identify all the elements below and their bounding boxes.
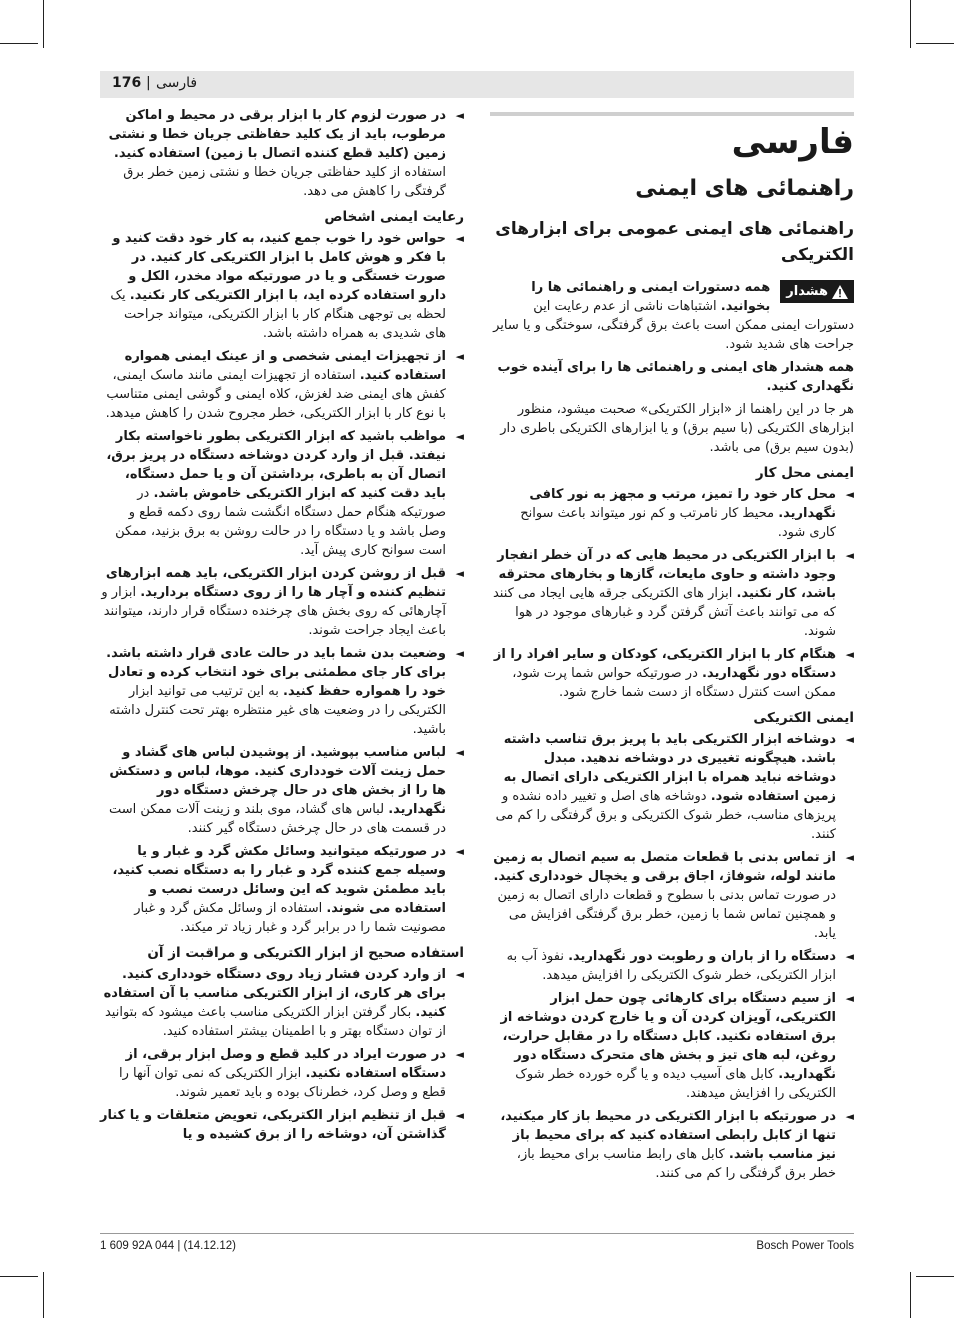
list-item [490, 947, 854, 985]
warning-paragraph [490, 278, 854, 354]
list-item [490, 730, 854, 844]
header-language: فارسی [156, 75, 198, 91]
item-bold: از تماس بدنی با قطعات متصل به سیم اتصال به زمین مانند لوله، شوفاژ، اجاق برقی و یخچال خودداری کنید. [493, 850, 836, 885]
bullet-icon: ◄ [845, 488, 854, 502]
left-column [100, 106, 464, 1148]
page-number: 176 [112, 75, 142, 91]
section-subheading: راهنمائی های ایمنی عمومی برای ابزارهای الکتریکی [495, 219, 854, 265]
bullet-icon: ◄ [455, 968, 464, 981]
item-text: لباس های گشاد، موی بلند و زینت آلات ممکن است در قسمت های در حال چرخش دستگاه گیر کنند. [108, 802, 446, 836]
list-item [490, 848, 854, 943]
item-bold: محل کار خود را تمیز، مرتب و مجهز به نور کافی نگهدارید. [529, 487, 836, 522]
item-text: در صورتیکه هنگام حمل دستگاه انگشت شما روی دکمه قطع و وصل باشد و یا دستگاه را در حالت روشن به برق بزنید، ممکن است سوانح کاری پیش آید. [115, 486, 446, 558]
item-text: یک لحظه بی توجهی هنگام کار با ابزار الکتریکی، میتواند جراحت های شدیدی به همراه داشته باشد. [110, 288, 446, 341]
list-item [100, 743, 464, 838]
item-text: ابزار الکتریکی که نمی توان آنها را قطع و وصل کرد، خطرناک بوده و باید تعمیر شوند. [119, 1066, 446, 1100]
bullet-icon: ◄ [455, 1048, 464, 1061]
footer-doc-id: 1 609 92A 044 | (14.12.12) [100, 1240, 236, 1252]
crop-mark [916, 1276, 954, 1277]
item-bold: دوشاخه ابزار الکتریکی باید با پریز برق تناسب داشته باشد. هیچگونه تغییری در دوشاخه ندهید. مبدل دوشاخه نباید همراه با ابزار الکتریکی دارای اتصال به زمین استفاده شود. [503, 732, 836, 805]
bullet-icon: ◄ [455, 746, 464, 759]
item-bold: در صورت لزوم کار با ابزار برقی در محیط و اماکن مرطوب، باید از یک کلید حفاظتی جریان خطا و نشتی زمین (کلید قطع کننده اتصال با زمین) استفاده کنید. [108, 108, 446, 161]
list-item [100, 965, 464, 1041]
item-bold: قبل از تنظیم ابزار الکتریکی، تعویض متعلقات و یا کنار گذاشتن آن، دوشاخه را از برق کشیده و یا [100, 1108, 446, 1142]
bullet-icon: ◄ [455, 1109, 464, 1122]
definition-paragraph: هر جا در این راهنما از «ابزار الکتریکی» صحبت میشود، منظور ابزارهای الکتریکی (با سیم برق) و یا ابزارهای الکتریکی باطری دار (بدون سیم برق) می باشد. [500, 402, 854, 456]
crop-mark [910, 0, 911, 48]
bullet-icon: ◄ [845, 851, 854, 865]
list-item [100, 106, 464, 201]
bullet-icon: ◄ [455, 109, 464, 122]
warning-triangle-icon [832, 285, 848, 299]
list-item [490, 546, 854, 641]
warning-label: هشدار [786, 284, 828, 300]
item-text: محیط کار نامرتب و کم نور میتواند باعث سوانح کاری شود. [520, 506, 836, 541]
list-item [100, 427, 464, 560]
electrical-safety-title: ایمنی الکتریکی [753, 710, 854, 727]
item-text: ابزار های الکتریکی جرقه هایی ایجاد می کنند که می توانند باعث آتش گرفتن گرد و غبارهای موجود در هوا شوند. [492, 586, 836, 640]
crop-mark [916, 43, 954, 44]
warning-bold: همه دستورات ایمنی و راهنمائی ها را بخوانید. [531, 280, 771, 315]
crop-mark [43, 1272, 44, 1318]
bullet-icon: ◄ [845, 549, 854, 563]
item-bold: در صورتیکه با ابزار الکتریکی در محیط باز کار میکنید، تنها از کابل رابطی استفاده کنید که برای محیط باز نیز مناسب باشد. [500, 1109, 836, 1163]
item-text: دوشاخه های اصل و تغییر داده نشده و پریزهای مناسب، خطر شوک الکتریکی و برق گرفتگی را کم می کنند. [495, 789, 836, 843]
list-item [100, 1045, 464, 1102]
bullet-icon: ◄ [455, 647, 464, 660]
list-item [100, 347, 464, 423]
bullet-icon: ◄ [845, 648, 854, 662]
item-text: کابل های رابط مناسب برای محیط باز، خطر برق گرفتگی را کم می کنند. [516, 1147, 836, 1182]
warning-text: اشتباهات ناشی از عدم رعایت این دستورات ایمنی ممکن است باعث برق گرفتگی، سوختگی و یا سایر جراحت های شدید شود. [493, 299, 854, 353]
item-bold: مواظب باشید که ابزار الکتریکی بطور ناخواسته بکار نیفتد. قبل از وارد کردن دوشاخه دستگاه در پریز برق، اتصال آن به باطری، برداشتن آن و یا حمل دستگاه، باید دقت کنید که ابزار الکتریکی خاموش باشد. [106, 429, 446, 501]
item-text: کابل های آسیب دیده و یا گره خورده خطر شوک الکتریکی را افزایش میدهند. [515, 1067, 836, 1102]
item-bold: در صورت ایراد در کلید قطع و وصل ابزار برقی، از دستگاه استفاده نکنید. [125, 1047, 446, 1081]
bullet-icon: ◄ [845, 992, 854, 1006]
item-bold: دستگاه را از باران و رطوبت دور نگهدارید. [568, 949, 836, 965]
item-text: استفاده از تجهیزات ایمنی مانند ماسک ایمنی، کفش های ایمنی ضد لغزش، کلاه ایمنی و گوشی ایمنی متناسب با نوع کار با ابزار الکتریکی، خطر مجروح شدن را کاهش میدهد. [105, 368, 446, 421]
list-item [490, 645, 854, 702]
item-text: بکار گرفتن ابزار الکتریکی مناسب باعث میشود که بتوانید از توان دستگاه بهتر و با اطمینان بیشتر استفاده کنید. [104, 1005, 446, 1039]
item-text: استفاده از کلید حفاظتی جریان خطا و نشتی زمین خطر برق گرفتگی را کاهش می دهد. [123, 165, 446, 199]
item-bold: لباس مناسب بپوشید. از پوشیدن لباس های گشاد و حمل زینت آلات خودداری کنید. موها، لباس و دستکش ها را از بخش های در حال چرخش دستگاه دور نگهدارید. [109, 745, 446, 817]
item-text: در صورت تماس بدنی با سطوح و قطعات دارای اتصال به زمین و همچنین تماس شما با زمین، خطر برق گرفتگی افزایش می یابد. [497, 888, 836, 942]
page-header [100, 71, 854, 98]
list-item [490, 1107, 854, 1183]
bullet-icon: ◄ [455, 567, 464, 580]
item-bold: حواس خود را خوب جمع کنید، به کار خود دقت کنید و با فکر و هوش کامل با ابزار الکتریکی کار کنید. در صورت خستگی و یا در صورتیکه مواد مخدر، الکل و دارو استفاده کرده اید، با ابزار الکتریکی کار نکنید. [112, 231, 446, 303]
keep-instructions: همه هشدار های ایمنی و راهنمائی ها را برای آینده خوب نگهداری کنید. [497, 360, 854, 395]
item-text: نفوذ آب به ابزار الکتریکی، خطر شوک الکتریکی را افزایش میدهد. [506, 949, 836, 984]
item-bold: از وارد کردن فشار زیاد روی دستگاه خودداری کنید. برای هر کاری، از ابزار الکتریکی مناسب با آن استفاده کنید. [103, 967, 446, 1020]
list-item [490, 485, 854, 542]
bullet-icon: ◄ [845, 1110, 854, 1124]
item-text: ابزار و آچارهائی که روی بخش های چرخنده دستگاه قرار دارند، میتوانند باعث ایجاد جراحت شوند. [101, 585, 446, 638]
bullet-icon: ◄ [455, 350, 464, 363]
item-bold: با ابزار الکتریکی در محیط هایی که در آن خطر انفجار وجود داشته و حاوی مایعات، گازها و بخارهای محترقه باشد، کار نکنید. [497, 548, 836, 602]
bullet-icon: ◄ [455, 430, 464, 443]
item-bold: از تجهیزات ایمنی شخصی و از عینک ایمنی همواره استفاده کنید. [124, 349, 446, 383]
item-bold: در صورتیکه میتوانید وسائل مکش گرد و غبار و یا وسیله جمع کننده گرد و غبار را به دستگاه نصب کنید، باید مطمئن شوید که این وسائل درست نصب و استفاده می شوند. [112, 844, 446, 916]
right-column [490, 112, 854, 1187]
list-item [100, 842, 464, 937]
header-separator: | [146, 75, 151, 91]
crop-mark [0, 43, 38, 44]
list-item [100, 644, 464, 739]
section-heading: راهنمائی های ایمنی [635, 175, 854, 201]
personal-safety-title: رعایت ایمنی اشخاص [324, 209, 464, 225]
page-title: فارسی [731, 122, 854, 162]
item-bold: از سیم دستگاه برای کارهائی چون حمل ابزار الکتریکی، آویزان کردن آن و یا خارج کردن دوشاخه از برق استفاده نکنید. کابل دستگاه را در مقابل حرارت، روغن، لبه های تیز و بخش های متحرک دستگاه دور نگهدارید. [500, 991, 836, 1083]
footer-brand: Bosch Power Tools [756, 1240, 854, 1252]
list-item [100, 229, 464, 343]
item-bold: هنگام کار با ابزار الکتریکی، کودکان و سایر افراد را از دستگاه دور نگهدارید. [493, 647, 836, 682]
item-text: به این ترتیب می توانید ابزار الکتریکی را در وضعیت های غیر منتظره بهتر تحت کنترل داشته باشید. [109, 684, 446, 737]
crop-mark [910, 1272, 911, 1318]
bullet-icon: ◄ [455, 232, 464, 245]
bullet-icon: ◄ [845, 950, 854, 964]
title-rule [490, 112, 854, 116]
list-item [490, 989, 854, 1103]
bullet-icon: ◄ [455, 845, 464, 858]
warning-badge [780, 280, 854, 303]
crop-mark [43, 0, 44, 48]
list-item [100, 1106, 464, 1144]
work-area-title: ایمنی محل کار [755, 465, 854, 482]
list-item [100, 564, 464, 640]
bullet-icon: ◄ [845, 733, 854, 747]
tool-use-title: استفاده صحیح از ابزار الکتریکی و مراقبت از آن [147, 945, 464, 961]
footer-rule [100, 1233, 854, 1234]
item-text: استفاده از وسائل مکش گرد و غبار مصونیت شما را در برابر گرد و غبار زیاد تر میکند. [134, 901, 446, 935]
item-text: در صورتیکه حواس شما پرت شود، ممکن است کنترل دستگاه از دست شما خارج شود. [512, 666, 836, 701]
item-bold: قبل از روشن کردن ابزار الکتریکی، باید همه ابزارهای تنظیم کننده و آچار ها را از روی دستگاه بردارید. [105, 566, 446, 600]
item-bold: وضعیت بدن شما باید در حالت عادی قرار داشته باشد. برای کار جای مطمئنی برای خود انتخاب کرده و تعادل خود را همواره حفظ کنید. [106, 646, 446, 699]
crop-mark [0, 1276, 38, 1277]
